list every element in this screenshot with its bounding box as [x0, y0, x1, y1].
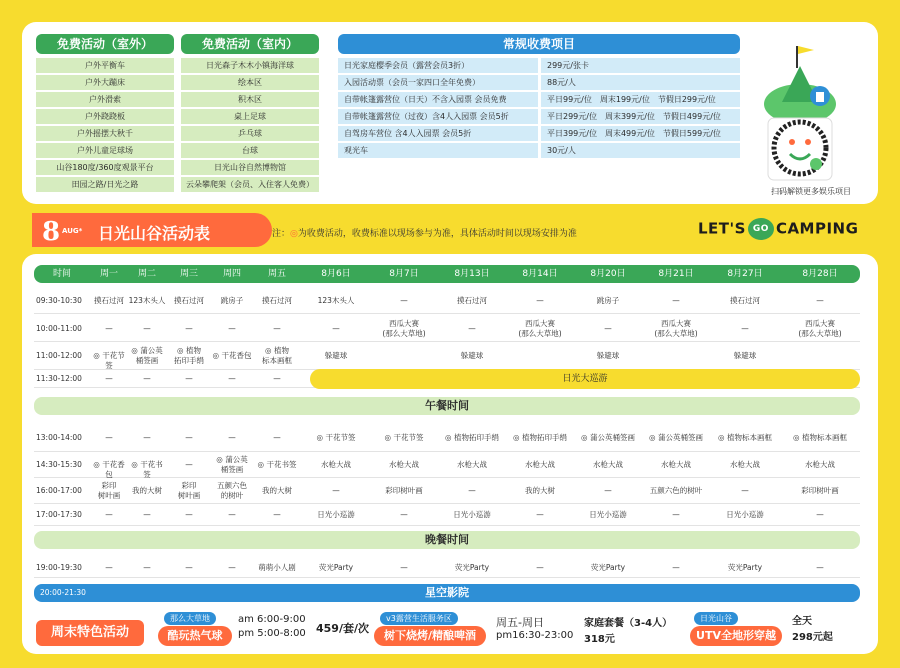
indoor-item[interactable]: 绘本区	[181, 75, 319, 90]
paid-item-name: 自带帐篷露营位（日天）不含入园票 会员免费	[338, 92, 538, 107]
schedule-col-header: 8月20日	[590, 269, 626, 279]
activity-cell: —	[185, 433, 193, 442]
activity-cell: —	[228, 563, 236, 572]
note-prefix: 注：	[272, 229, 291, 239]
parade-bar: 日光大巡游	[310, 369, 860, 389]
activity-cell: 我的大树	[262, 486, 292, 495]
activity-cell: ◎ 蒲公英桶签画	[649, 433, 703, 442]
activity-cell: —	[185, 374, 193, 383]
qr-block[interactable]	[758, 36, 866, 186]
activity-cell: 摸石过河	[94, 296, 124, 305]
row-time: 13:00-14:00	[36, 433, 82, 442]
activity-cell: —	[185, 460, 193, 469]
utv-pill[interactable]: UTV全地形穿越	[690, 626, 782, 646]
banner-aug-label: AUG*	[62, 227, 83, 235]
activity-cell: ◎ 干花节签	[384, 433, 424, 442]
outdoor-item[interactable]: 户外儿童足球场	[36, 143, 174, 158]
activity-cell: —	[400, 563, 408, 572]
activity-cell: —	[672, 296, 680, 305]
schedule-col-header: 8月13日	[454, 269, 490, 279]
hot-air-balloon-pill[interactable]: 酷玩热气球	[158, 626, 232, 646]
paid-item-name: 自驾房车营位 含4人入园票 会员5折	[338, 126, 538, 141]
activity-cell: —	[228, 324, 236, 333]
bbq-time: pm16:30-23:00	[496, 630, 574, 641]
activity-cell: —	[228, 374, 236, 383]
outdoor-item[interactable]: 田园之路/日光之路	[36, 177, 174, 192]
chip-service-area: v3露营生活服务区	[380, 612, 458, 625]
activity-cell: 躲避球	[733, 351, 757, 360]
activity-cell: —	[468, 324, 476, 333]
activity-cell: —	[400, 296, 408, 305]
paid-item-price: 30元/人	[541, 143, 740, 158]
activity-cell: —	[143, 374, 151, 383]
activity-cell: —	[536, 296, 544, 305]
activity-cell: —	[105, 510, 113, 519]
activity-cell: 摸石过河	[174, 296, 204, 305]
activity-cell: —	[185, 324, 193, 333]
row-time: 09:30-10:30	[36, 296, 82, 305]
activity-cell: —	[185, 510, 193, 519]
activity-cell: ◎ 植物 标本画框	[262, 346, 292, 365]
activity-cell: —	[228, 510, 236, 519]
activity-cell: —	[273, 510, 281, 519]
activity-cell: ◎ 植物拓印手绢	[445, 433, 499, 442]
activity-cell: 五颜六色的树叶	[649, 486, 703, 495]
activity-cell: —	[536, 510, 544, 519]
balloon-am-time: am 6:00-9:00	[238, 614, 306, 625]
activity-cell: 摸石过河	[262, 296, 292, 305]
row-time: 16:00-17:00	[36, 486, 82, 495]
activity-cell: —	[105, 433, 113, 442]
activity-cell: 水枪大战	[525, 460, 555, 469]
activity-cell: ◎ 植物标本画框	[793, 433, 847, 442]
paid-item-price: 299元/张卡	[541, 58, 740, 73]
activity-cell: ◎ 干花节签	[93, 351, 125, 370]
activity-cell: ◎ 干花书签	[131, 460, 163, 479]
schedule-col-header: 周四	[222, 269, 241, 279]
weekend-tag: 周末特色活动	[36, 620, 144, 646]
indoor-item[interactable]: 台球	[181, 143, 319, 158]
activity-cell: 123木头人	[317, 296, 355, 305]
movie-time: 20:00-21:30	[40, 588, 86, 597]
activity-cell: 跳房子	[596, 296, 620, 305]
activity-cell: —	[400, 510, 408, 519]
activity-cell: 水枪大战	[321, 460, 351, 469]
activity-cell: 彩印树叶画	[801, 486, 839, 495]
schedule-col-header: 周一	[99, 269, 118, 279]
row-time: 17:00-17:30	[36, 510, 82, 519]
activity-cell: 彩印树叶画	[385, 486, 423, 495]
activity-cell: 日光小巡游	[317, 510, 355, 519]
movie-label: 星空影院	[425, 586, 469, 599]
activity-cell: 日光小巡游	[589, 510, 627, 519]
paid-item-name: 入园活动票（会员一家四口全年免费）	[338, 75, 538, 90]
schedule-col-header: 8月21日	[658, 269, 694, 279]
activity-cell: —	[273, 433, 281, 442]
balloon-pm-time: pm 5:00-8:00	[238, 628, 306, 639]
activity-cell: 水枪大战	[661, 460, 691, 469]
activity-cell: ◎ 蒲公英 桶签画	[216, 455, 248, 474]
activity-cell: —	[228, 433, 236, 442]
schedule-col-header: 8月28日	[802, 269, 838, 279]
activity-cell: 我的大树	[132, 486, 162, 495]
paid-item-name: 日光家庭樱季会员（露营会员3折）	[338, 58, 538, 73]
utv-price: 298元起	[792, 632, 833, 643]
activity-cell: 水枪大战	[593, 460, 623, 469]
activity-cell: 摸石过河	[730, 296, 760, 305]
outdoor-item[interactable]: 户外跷跷板	[36, 109, 174, 124]
activity-cell: —	[741, 486, 749, 495]
activity-cell: 我的大树	[525, 486, 555, 495]
schedule-col-header: 8月6日	[321, 269, 351, 279]
paid-item-price: 平日99元/位 周末199元/位 节假日299元/位	[541, 92, 740, 107]
activity-cell: ◎ 蒲公英桶签画	[581, 433, 635, 442]
family-package: 家庭套餐（3-4人）	[584, 618, 673, 629]
outdoor-item[interactable]: 户外摇摆大秋千	[36, 126, 174, 141]
activity-cell: ◎ 植物标本画框	[718, 433, 772, 442]
family-package-price: 318元	[584, 634, 615, 645]
row-time: 10:00-11:00	[36, 324, 82, 333]
activity-cell: 西瓜大赛 (那么大草地)	[382, 319, 426, 338]
date-banner	[32, 213, 272, 247]
activity-cell: 水枪大战	[730, 460, 760, 469]
dinner-bar: 晚餐时间	[34, 531, 860, 549]
activity-cell: —	[143, 563, 151, 572]
banner-month-number: 8	[42, 217, 61, 247]
activity-cell: 躲避球	[596, 351, 620, 360]
paid-header: 常规收费项目	[338, 34, 740, 54]
activity-cell: 彩印 树叶画	[97, 481, 121, 500]
activity-cell: —	[105, 374, 113, 383]
activity-cell: —	[672, 510, 680, 519]
chip-grassland: 那么大草地	[164, 612, 216, 625]
lunch-bar: 午餐时间	[34, 397, 860, 415]
activity-cell: —	[143, 324, 151, 333]
activity-cell: ◎ 干花香包	[212, 351, 252, 360]
activity-cell: —	[816, 510, 824, 519]
activity-cell: 荧光Party	[318, 563, 354, 572]
activity-cell: 水枪大战	[457, 460, 487, 469]
qr-caption: 扫码解锁更多娱乐项目	[771, 187, 851, 196]
bbq-beer-pill[interactable]: 树下烧烤/精酿啤酒	[374, 626, 486, 646]
activity-cell: —	[536, 563, 544, 572]
outdoor-item[interactable]: 户外滑索	[36, 92, 174, 107]
activity-cell: —	[672, 563, 680, 572]
schedule-col-header: 8月14日	[522, 269, 558, 279]
indoor-item[interactable]: 日光森子木木小镇海洋球	[181, 58, 319, 73]
chip-valley: 日光山谷	[694, 612, 738, 625]
activity-cell: 123木头人	[128, 296, 166, 305]
activity-cell: 荧光Party	[590, 563, 626, 572]
paid-item-price: 平日399元/位 周末499元/位 节假日599元/位	[541, 126, 740, 141]
activity-cell: ◎ 植物拓印手绢	[513, 433, 567, 442]
activity-cell: 萌萌小人剧	[258, 563, 296, 572]
outdoor-item[interactable]: 户外大蹦床	[36, 75, 174, 90]
schedule-col-header: 时间	[52, 269, 71, 279]
activity-cell: 五颜六色 的树叶	[217, 481, 247, 500]
row-time: 11:30-12:00	[36, 374, 82, 383]
paid-mark-icon: ◎	[290, 229, 298, 239]
schedule-note	[272, 226, 577, 239]
activity-cell: ◎ 干花香包	[93, 460, 125, 479]
activity-cell: 西瓜大赛 (那么大草地)	[798, 319, 842, 338]
activity-cell: —	[105, 324, 113, 333]
movie-bar	[34, 584, 860, 602]
schedule-col-header: 周五	[267, 269, 286, 279]
indoor-item[interactable]: 云朵攀爬架（会员、入住客人免费）	[181, 177, 319, 192]
activity-cell: —	[741, 324, 749, 333]
activity-cell: —	[604, 486, 612, 495]
schedule-header-row	[34, 265, 860, 283]
activity-cell: ◎ 干花书签	[257, 460, 297, 469]
note-text: 为收费活动，收费标准以现场参与为准，具体活动时间以现场安排为准	[297, 229, 577, 239]
weekend-bar	[0, 608, 900, 668]
activity-cell: —	[468, 486, 476, 495]
activity-cell: —	[332, 486, 340, 495]
activity-cell: 跳房子	[220, 296, 244, 305]
indoor-item[interactable]: 积木区	[181, 92, 319, 107]
activity-cell: —	[816, 296, 824, 305]
activity-cell: 水枪大战	[805, 460, 835, 469]
indoor-item[interactable]: 日光山谷自然博物馆	[181, 160, 319, 175]
logo-lets: LET'S	[698, 219, 746, 238]
row-time: 11:00-12:00	[36, 351, 82, 360]
activity-cell: —	[273, 374, 281, 383]
activity-cell: —	[332, 324, 340, 333]
free-outdoor-header: 免费活动（室外）	[36, 34, 174, 54]
schedule-col-header: 周三	[179, 269, 198, 279]
activity-cell: 西瓜大赛 (那么大草地)	[654, 319, 698, 338]
logo-go: GO	[748, 218, 774, 240]
activity-cell: —	[604, 324, 612, 333]
activity-cell: 躲避球	[460, 351, 484, 360]
activity-cell: —	[816, 563, 824, 572]
balloon-price: 459/套/次	[316, 622, 369, 635]
activity-cell: 荧光Party	[727, 563, 763, 572]
bbq-days: 周五-周日	[496, 616, 544, 629]
activity-cell: 摸石过河	[457, 296, 487, 305]
activity-cell: 彩印 树叶画	[177, 481, 201, 500]
row-time: 19:00-19:30	[36, 563, 82, 572]
activity-cell: ◎ 干花节签	[316, 433, 356, 442]
activity-cell: ◎ 蒲公英 桶签画	[131, 346, 163, 365]
camping-mascot-icon	[758, 36, 866, 186]
lets-go-camping-logo	[698, 218, 858, 240]
activity-cell: —	[105, 563, 113, 572]
banner-title: 日光山谷活动表	[98, 224, 211, 243]
activity-cell: ◎ 植物 拓印手绢	[174, 346, 204, 365]
paid-item-price: 88元/人	[541, 75, 740, 90]
schedule-col-header: 8月27日	[727, 269, 763, 279]
activity-cell: 水枪大战	[389, 460, 419, 469]
activity-cell: 荧光Party	[454, 563, 490, 572]
outdoor-item[interactable]: 户外平衡车	[36, 58, 174, 73]
paid-item-price: 平日299元/位 周末399元/位 节假日499元/位	[541, 109, 740, 124]
activity-cell: —	[143, 510, 151, 519]
paid-item-name: 自带帐篷露营位（过夜）含4人入园票 会员5折	[338, 109, 538, 124]
activity-cell: 日光小巡游	[453, 510, 491, 519]
outdoor-item[interactable]: 山谷180度/360度观景平台	[36, 160, 174, 175]
logo-camping: CAMPING	[775, 219, 859, 238]
activity-cell: —	[185, 563, 193, 572]
schedule-col-header: 8月7日	[389, 269, 419, 279]
activity-cell: 躲避球	[324, 351, 348, 360]
activity-cell: —	[273, 324, 281, 333]
row-time: 14:30-15:30	[36, 460, 82, 469]
paid-item-name: 观光车	[338, 143, 538, 158]
indoor-item[interactable]: 乒乓球	[181, 126, 319, 141]
activity-cell: 西瓜大赛 (那么大草地)	[518, 319, 562, 338]
schedule-col-header: 周二	[137, 269, 156, 279]
activity-cell: 日光小巡游	[726, 510, 764, 519]
free-indoor-header: 免费活动（室内）	[181, 34, 319, 54]
activity-cell: —	[143, 433, 151, 442]
utv-all-day: 全天	[792, 616, 812, 627]
indoor-item[interactable]: 桌上足球	[181, 109, 319, 124]
